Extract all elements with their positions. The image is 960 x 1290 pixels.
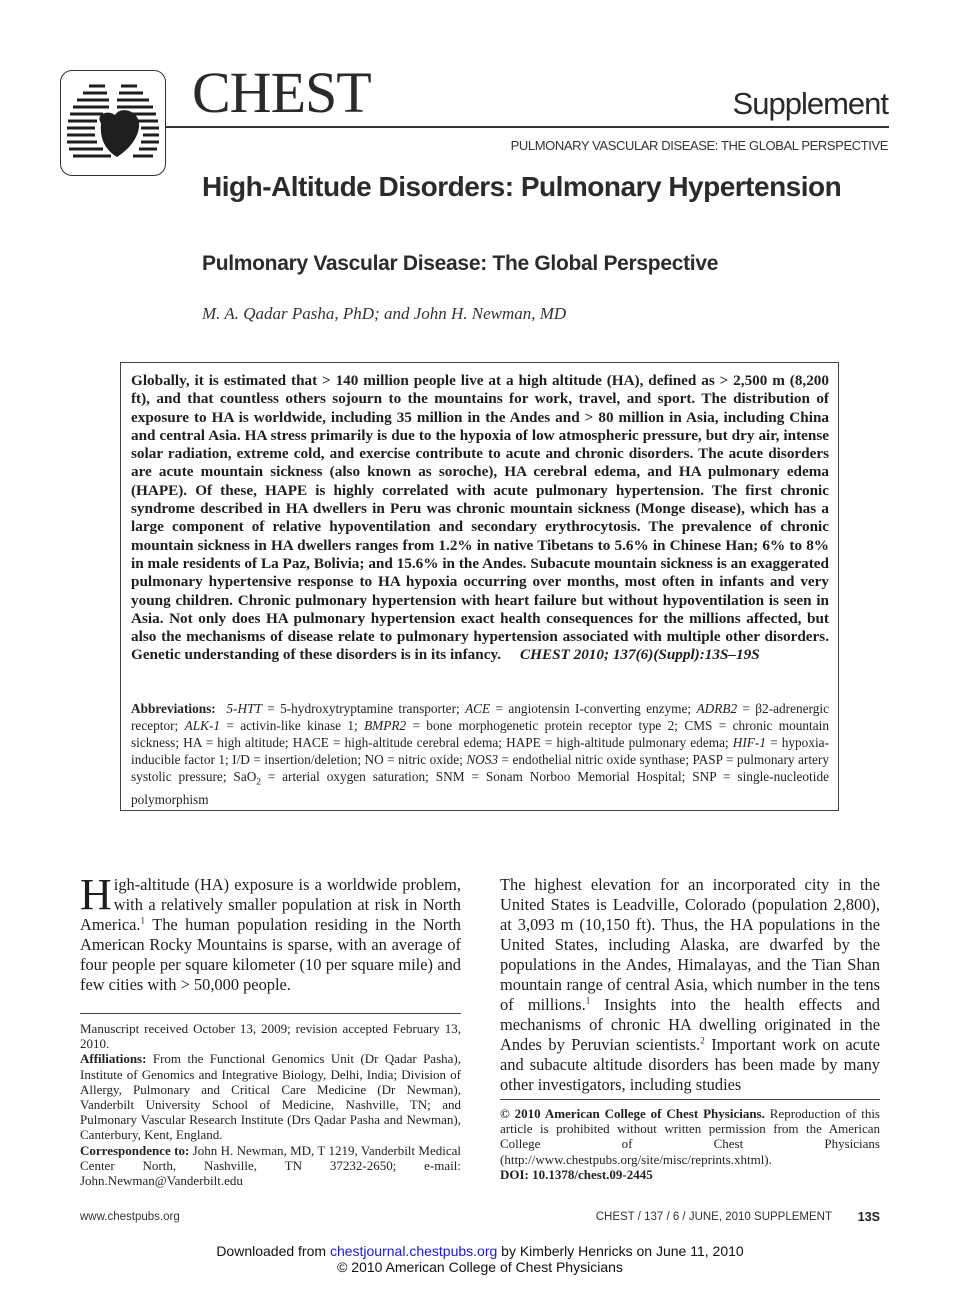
abstract-citation: CHEST 2010; 137(6)(Suppl):13S–19S (520, 646, 760, 664)
page-number: 13S (857, 1210, 880, 1224)
abbrev-def: = hypoxia-inducible factor 1; I/D = insertion/deletion; NO = nitric oxide; (131, 735, 829, 767)
doi-label: DOI: (500, 1166, 529, 1182)
abbrev-term: HIF-1 (732, 735, 767, 750)
doi-value[interactable]: 10.1378/chest.09-2445 (528, 1166, 653, 1182)
footer-journal: CHEST / 137 / 6 / JUNE, 2010 SUPPLEMENT (595, 1211, 832, 1223)
abbrev-term: 5-HTT (226, 701, 262, 716)
affiliations (80, 1051, 461, 1142)
correspondence-label: Correspondence to: (80, 1142, 190, 1158)
footer-url[interactable]: www.chestpubs.org (80, 1211, 180, 1223)
abstract-text (131, 372, 829, 665)
copyright-text: Reproduction of this article is prohibited without written permission from the American College of Chest Physicians (http://www.chestpubs.org/site/misc/reprints.xhtml). (500, 1106, 880, 1167)
header-rule (166, 126, 889, 128)
reference-marker[interactable]: 1 (140, 915, 146, 926)
download-notice (0, 1243, 960, 1259)
section-label: PULMONARY VASCULAR DISEASE: THE GLOBAL PERSPECTIVE (510, 138, 888, 153)
reference-marker[interactable]: 1 (585, 995, 591, 1006)
copyright-footnote (500, 1106, 880, 1182)
abbrev-subscript: 2 (256, 776, 261, 787)
reference-marker[interactable]: 2 (700, 1035, 705, 1046)
abbrev-def: = endothelial nitric oxide synthase; PASP = pulmonary artery systolic pressure; Sa (131, 752, 829, 784)
download-suffix: by Kimberly Henricks on June 11, 2010 (497, 1243, 744, 1259)
body-text: The highest elevation for an incorporated city in the United States is Leadville, Colorado (population 2,800), at 3,093 m (10,150 ft). Thus, the HA populations in the United States, including Alaska, are dwarfed by the populations in the Andes, Himalayas, and the Tian Shan mountain range of central Asia, which number in the tens of millions. (500, 875, 880, 1014)
footnote-rule (80, 1013, 461, 1014)
abbrev-def: O (246, 769, 257, 784)
abbrev-def: = angiotensin I-converting enzyme; (490, 701, 697, 716)
abbrev-term: BMPR2 (364, 718, 407, 733)
body-left-column (80, 870, 461, 995)
body-text: igh-altitude (HA) exposure is a worldwide problem, with a relatively smaller population at risk in North America. (80, 875, 461, 934)
abbrev-def: = 5-hydroxytryptamine transporter; (261, 701, 466, 716)
abbrev-term: ADRB2 (696, 701, 738, 716)
drop-cap: H (80, 870, 112, 919)
abbrev-term: ACE (465, 701, 491, 716)
abbrev-def: = β2-adrenergic receptor; (131, 701, 829, 733)
body-text: Insights into the health effects and mechanisms of chronic HA dwelling originated in the Andes by Peruvian scientists. (500, 995, 880, 1054)
article-footnotes (80, 1021, 461, 1188)
footnote-rule (500, 1099, 880, 1100)
affiliations-label: Affiliations: (80, 1051, 147, 1067)
correspondence-text: John H. Newman, MD, T 1219, Vanderbilt Medical Center North, Nashville, TN 37232-2650; e-mail: John.Newman@Vanderbilt.edu (80, 1142, 461, 1189)
chest-lungs-heart-icon (61, 71, 165, 175)
journal-brand: CHEST (192, 60, 371, 125)
chest-logo (60, 70, 166, 176)
abbrev-term: NOS3 (466, 752, 499, 767)
copyright-label: © 2010 American College of Chest Physicians. (500, 1106, 765, 1121)
supplement-label: Supplement (732, 86, 888, 121)
body-text: Important work on acute and subacute altitude disorders has been made by many other investigators, including studies (500, 1035, 880, 1094)
correspondence (80, 1143, 461, 1189)
body-right-column (500, 875, 880, 1095)
abstract-body: Globally, it is estimated that > 140 million people live at a high altitude (HA), defined as > 2,500 m (8,200 ft), and that countless others sojourn to the mountains for work, travel, and sport. The distribution of exposure to HA is worldwide, including 35 million in the Andes and > 80 million in Asia, including China and central Asia. HA stress primarily is due to the hypoxia of low atmospheric pressure, but dry air, intense solar radiation, extreme cold, and exercise contribute to acute and chronic disorders. The acute disorders are acute mountain sickness (also known as soroche), HA cerebral edema, and HA pulmonary edema (HAPE). Of these, HAPE is highly correlated with acute pulmonary hypertension. The first chronic syndrome described in HA dwellers in Peru was chronic mountain sickness (Monge disease), which has a large component of relative hypoventilation and secondary erythrocytosis. The prevalence of chronic mountain sickness in HA dwellers ranges from 1.2% in native Tibetans to 5.6% in Chinese Han; 6% to 8% in male residents of La Paz, Bolivia; and 15.6% in the Andes. Subacute mountain sickness is an exaggerated pulmonary hypertensive response to HA hypoxia occurring over months, most often in infants and very young children. Chronic pulmonary hypertension with heart failure but without hypoventilation is seen in Asia. Not only does HA pulmonary hypertension exact health consequences for the millions affected, but also the mechanisms of disease relate to pulmonary hypertension associated with multiple other disorders. Genetic understanding of these disorders is in its infancy. (131, 372, 829, 664)
article-subtitle: Pulmonary Vascular Disease: The Global Perspective (202, 252, 719, 275)
article-title: High-Altitude Disorders: Pulmonary Hypertension (202, 171, 842, 202)
abbrev-def: = arterial oxygen saturation; SNM = Sonam Norboo Memorial Hospital; SNP = single-nucleotide polymorphism (131, 769, 830, 807)
download-link[interactable]: chestjournal.chestpubs.org (329, 1243, 498, 1259)
affiliations-text: From the Functional Genomics Unit (Dr Qadar Pasha), Institute of Genomics and Integrative Biology, Delhi, India; Division of Allergy, Pulmonary and Critical Care Medicine (Dr Newman), Vanderbilt University School of Medicine, Nashville, TN; and Pulmonary Vascular Research Institute (Drs Qadar Pasha and Newman), Canterbury, Kent, England. (80, 1051, 461, 1143)
abbrev-def: = bone morphogenetic protein receptor type 2; CMS = chronic mountain sickness; HA = high altitude; HACE = high-altitude cerebral edema; HAPE = high-altitude pulmonary edema; (131, 718, 830, 750)
body-text: The human population residing in the North American Rocky Mountains is sparse, with an average of four people per square kilometer (10 per square mile) and few cities with > 50,000 people. (80, 915, 461, 994)
abbrev-def: = activin-like kinase 1; (220, 718, 365, 733)
abbrev-term: ALK-1 (184, 718, 221, 733)
abbrev-label: Abbreviations: (131, 701, 216, 716)
footer-copyright: © 2010 American College of Chest Physicians (337, 1259, 623, 1275)
article-authors: M. A. Qadar Pasha, PhD; and John H. Newman, MD (202, 304, 567, 323)
manuscript-dates: Manuscript received October 13, 2009; revision accepted February 13, 2010. (80, 1021, 461, 1052)
download-prefix: Downloaded from (216, 1243, 330, 1259)
abbreviations (131, 700, 829, 808)
